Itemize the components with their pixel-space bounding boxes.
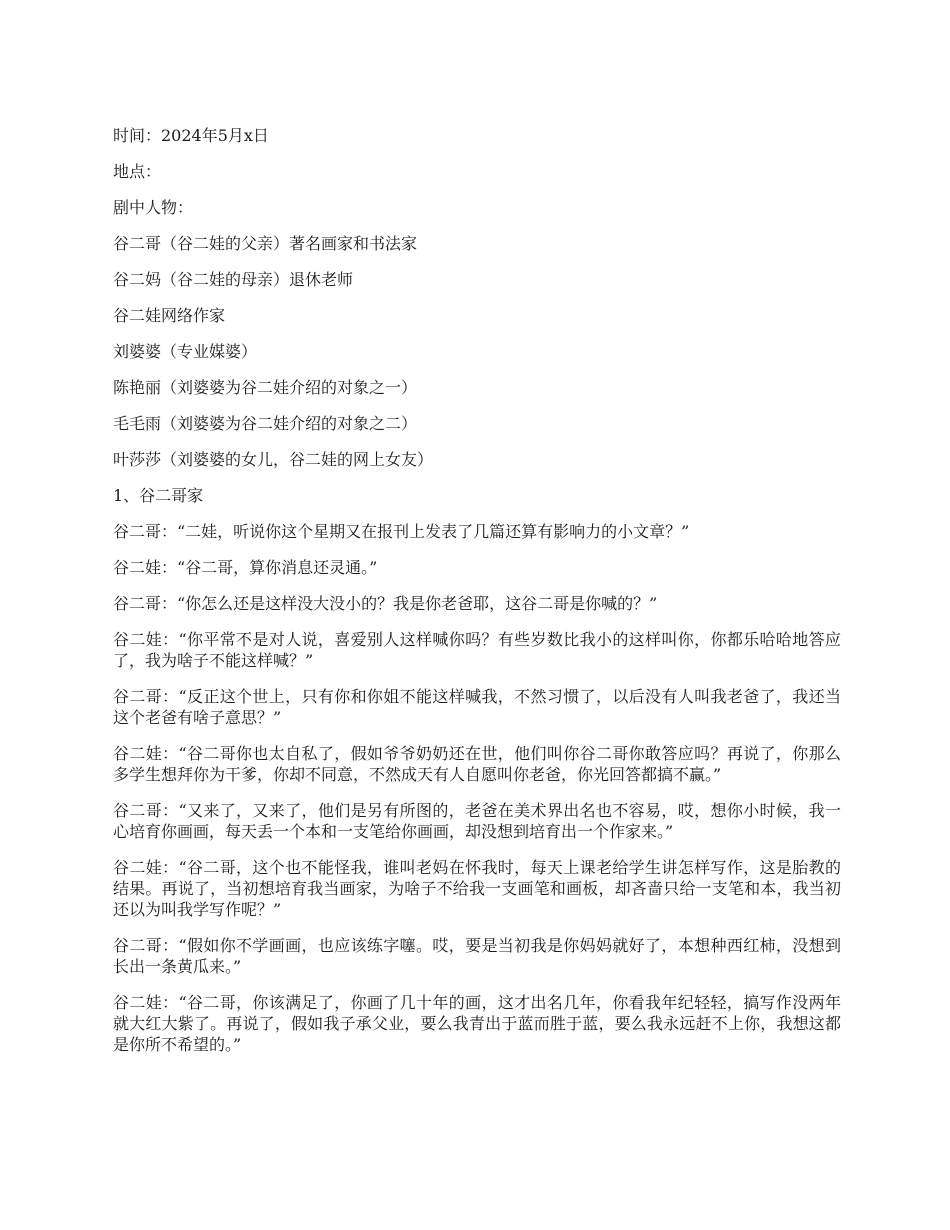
dialogue-line: 谷二娃：“谷二哥，这个也不能怪我，谁叫老妈在怀我时，每天上课老给学生讲怎样写作，这是胎教的结果。再说了，当初想培育我当画家，为啥子不给我一支画笔和画板，却吝啬只给一支笔和本，我当初还以为叫我学写作呢？” bbox=[113, 858, 841, 919]
cast-item: 谷二娃网络作家 bbox=[113, 306, 226, 325]
dialogue-line: 谷二娃：“谷二哥，算你消息还灵通。” bbox=[113, 558, 378, 577]
place-line: 地点： bbox=[113, 162, 162, 181]
dialogue-line: 谷二哥：“假如你不学画画，也应该练字噻。哎，要是当初我是你妈妈就好了，本想种西红柿，没想到长出一条黄瓜来。” bbox=[113, 936, 841, 976]
dialogue-line: 谷二哥：“反正这个世上，只有你和你姐不能这样喊我，不然习惯了，以后没有人叫我老爸了，我还当这个老爸有啥子意思？” bbox=[113, 687, 841, 727]
cast-item: 叶莎莎（刘婆婆的女儿，谷二娃的网上女友） bbox=[113, 450, 434, 469]
cast-item: 谷二哥（谷二娃的父亲）著名画家和书法家 bbox=[113, 234, 418, 253]
dialogue-line: 谷二哥：“你怎么还是这样没大没小的？我是你老爸耶，这谷二哥是你喊的？” bbox=[113, 594, 658, 613]
cast-item: 陈艳丽（刘婆婆为谷二娃介绍的对象之一） bbox=[113, 378, 418, 397]
dialogue-list bbox=[113, 521, 841, 1055]
document-page bbox=[113, 125, 841, 1070]
time-line: 时间：2024年5月x日 bbox=[113, 126, 269, 145]
cast-item: 刘婆婆（专业媒婆） bbox=[113, 342, 258, 361]
dialogue-line: 谷二哥：“又来了，又来了，他们是另有所图的，老爸在美术界出名也不容易，哎，想你小时候，我一心培育你画画，每天丢一个本和一支笔给你画画，却没想到培育出一个作家来。” bbox=[113, 801, 841, 841]
dialogue-line: 谷二哥：“二娃，听说你这个星期又在报刊上发表了几篇还算有影响力的小文章？” bbox=[113, 522, 690, 541]
cast-title: 剧中人物： bbox=[113, 198, 194, 217]
cast-item: 谷二妈（谷二娃的母亲）退休老师 bbox=[113, 270, 354, 289]
cast-item: 毛毛雨（刘婆婆为谷二娃介绍的对象之二） bbox=[113, 414, 418, 433]
cast-list bbox=[113, 233, 841, 470]
dialogue-line: 谷二娃：“谷二哥，你该满足了，你画了几十年的画，这才出名几年，你看我年纪轻轻，搞写作没两年就大红大紫了。再说了，假如我子承父业，要么我青出于蓝而胜于蓝，要么我永远赶不上你，我想这都是你所不希望的。” bbox=[113, 993, 841, 1054]
dialogue-line: 谷二娃：“谷二哥你也太自私了，假如爷爷奶奶还在世，他们叫你谷二哥你敢答应吗？再说了，你那么多学生想拜你为干爹，你却不同意，不然成天有人自愿叫你老爸，你光回答都搞不赢。” bbox=[113, 744, 841, 784]
dialogue-line: 谷二娃：“你平常不是对人说，喜爱别人这样喊你吗？有些岁数比我小的这样叫你，你都乐哈哈地答应了，我为啥子不能这样喊？” bbox=[113, 630, 841, 670]
scene-title: 1、谷二哥家 bbox=[113, 486, 204, 505]
